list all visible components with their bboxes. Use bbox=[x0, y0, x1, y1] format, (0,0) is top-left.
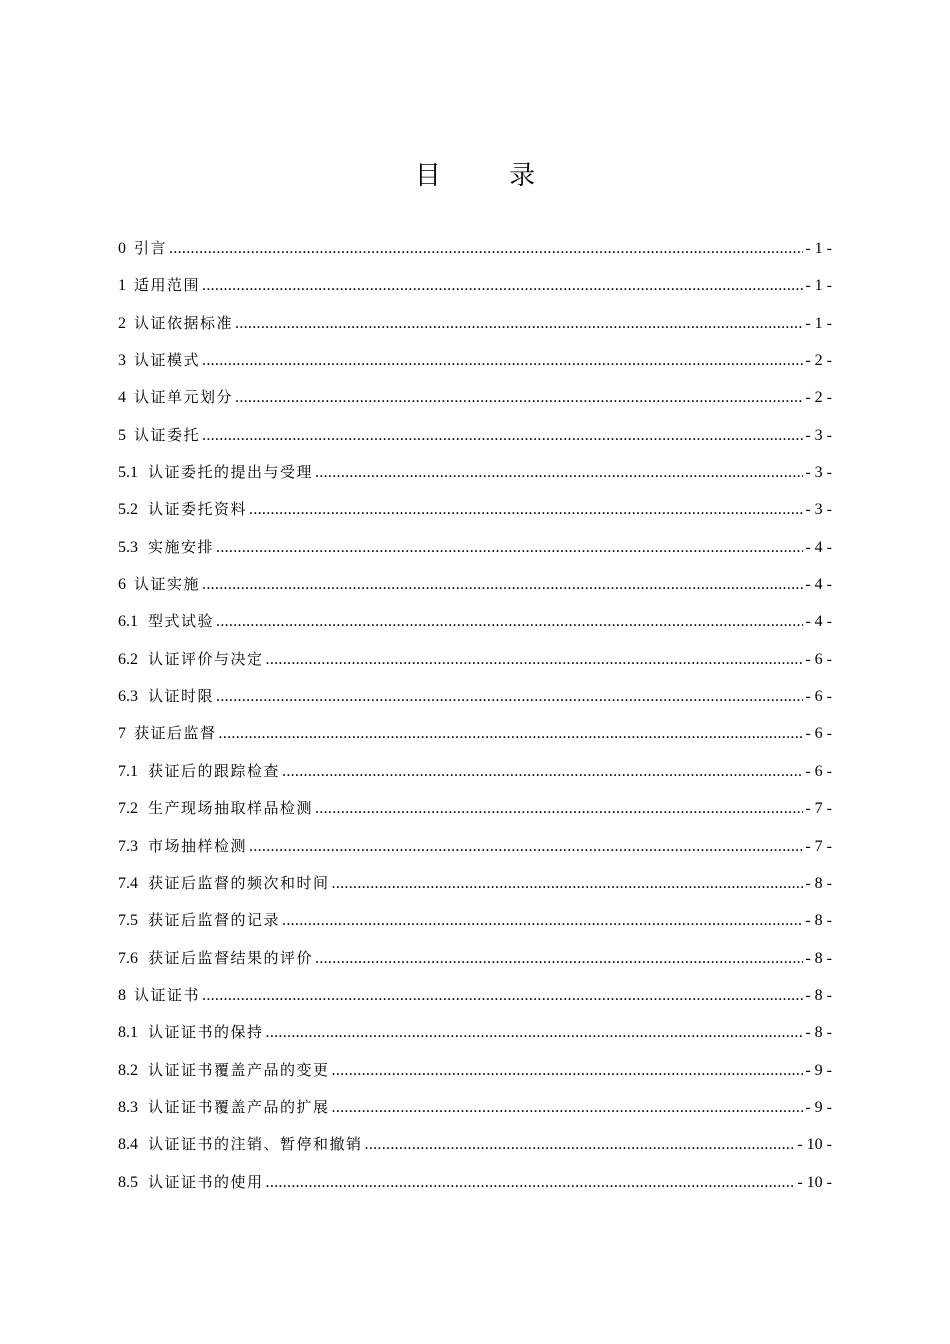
toc-entry-page: - 4 - bbox=[805, 613, 832, 631]
toc-entry-number: 6.2 bbox=[118, 650, 138, 668]
toc-entry-label: 获证后的跟踪检查 bbox=[148, 761, 281, 780]
toc-entry[interactable] bbox=[118, 1126, 832, 1163]
toc-leader-dots bbox=[249, 828, 803, 865]
toc-leader-dots bbox=[249, 491, 803, 528]
toc-leader-dots bbox=[235, 305, 803, 342]
toc-entry-page: - 6 - bbox=[805, 688, 832, 706]
toc-entry-number: 7.1 bbox=[118, 762, 138, 780]
toc-entry-page: - 4 - bbox=[805, 538, 832, 556]
toc-leader-dots bbox=[266, 1164, 796, 1201]
page-title: 目 录 bbox=[414, 161, 566, 191]
toc-entry-label: 适用范围 bbox=[134, 276, 201, 295]
toc-entry-page: - 9 - bbox=[805, 1098, 832, 1116]
toc-entry-label: 认证单元划分 bbox=[134, 388, 234, 407]
toc-entry-label: 生产现场抽取样品检测 bbox=[148, 799, 314, 818]
toc-entry-label: 引言 bbox=[134, 239, 168, 257]
toc-entry[interactable] bbox=[118, 305, 832, 342]
toc-entry[interactable] bbox=[118, 940, 832, 977]
toc-entry[interactable] bbox=[118, 566, 832, 603]
toc-entry-page: - 8 - bbox=[805, 874, 832, 892]
toc-leader-dots bbox=[216, 603, 803, 640]
toc-entry-number: 8.2 bbox=[118, 1061, 138, 1079]
toc-entry[interactable] bbox=[118, 1164, 832, 1201]
toc-leader-dots bbox=[235, 379, 803, 416]
toc-entry-number: 7.6 bbox=[118, 949, 138, 967]
toc-entry-number: 6 bbox=[118, 576, 126, 594]
toc-entry-label: 获证后监督 bbox=[134, 724, 217, 743]
toc-entry-number: 5.1 bbox=[118, 464, 138, 482]
toc-entry-label: 获证后监督结果的评价 bbox=[148, 948, 314, 967]
toc-leader-dots bbox=[266, 641, 804, 678]
toc-entry-number: 6.1 bbox=[118, 613, 138, 631]
toc-entry-label: 认证评价与决定 bbox=[148, 649, 264, 668]
toc-entry-page: - 7 - bbox=[805, 837, 832, 855]
toc-entry-number: 6.3 bbox=[118, 688, 138, 706]
toc-entry[interactable] bbox=[118, 603, 832, 640]
toc-leader-dots bbox=[216, 529, 803, 566]
toc-entry-number: 2 bbox=[118, 314, 126, 332]
toc-entry-page: - 8 - bbox=[805, 986, 832, 1004]
toc-entry-label: 认证实施 bbox=[134, 575, 201, 594]
toc-entry-page: - 6 - bbox=[805, 725, 832, 743]
toc-entry-number: 0 bbox=[118, 240, 126, 257]
toc-leader-dots bbox=[315, 454, 803, 491]
toc-entry-label: 认证模式 bbox=[134, 351, 201, 370]
toc-entry-page: - 7 - bbox=[805, 800, 832, 818]
toc-leader-dots bbox=[202, 417, 803, 454]
toc-entry-page: - 8 - bbox=[805, 912, 832, 930]
toc-entry[interactable] bbox=[118, 641, 832, 678]
toc-entry-page: - 3 - bbox=[805, 464, 832, 482]
toc-entry-number: 8.3 bbox=[118, 1098, 138, 1116]
toc-entry-number: 8.1 bbox=[118, 1024, 138, 1042]
toc-entry[interactable] bbox=[118, 977, 832, 1014]
toc-entry-page: - 3 - bbox=[805, 501, 832, 519]
toc-leader-dots bbox=[219, 715, 804, 752]
toc-leader-dots bbox=[202, 342, 803, 379]
toc-entry-label: 认证委托的提出与受理 bbox=[148, 463, 314, 482]
toc-entry[interactable] bbox=[118, 342, 832, 379]
toc-entry-page: - 8 - bbox=[805, 1024, 832, 1042]
toc-entry-page: - 6 - bbox=[805, 650, 832, 668]
toc-leader-dots bbox=[282, 753, 803, 790]
toc-entry[interactable] bbox=[118, 1052, 832, 1089]
toc-entry-label: 实施安排 bbox=[148, 537, 215, 556]
toc-entry-label: 获证后监督的记录 bbox=[148, 911, 281, 930]
toc-entry-page: - 6 - bbox=[805, 762, 832, 780]
toc-entry[interactable] bbox=[118, 1089, 832, 1126]
toc-leader-dots bbox=[202, 267, 803, 304]
toc-entry-number: 8.5 bbox=[118, 1173, 138, 1191]
toc-entry[interactable] bbox=[118, 529, 832, 566]
toc-entry-number: 7 bbox=[118, 725, 126, 743]
toc-entry-label: 认证证书 bbox=[134, 985, 201, 1004]
toc-leader-dots bbox=[332, 1089, 804, 1126]
toc-entry-number: 5.2 bbox=[118, 501, 138, 519]
toc-leader-dots bbox=[365, 1126, 796, 1163]
toc-entry-number: 7.2 bbox=[118, 800, 138, 818]
toc-entry-number: 8 bbox=[118, 986, 126, 1004]
toc-entry-label: 认证委托 bbox=[134, 425, 201, 444]
toc-entry-label: 认证依据标准 bbox=[134, 313, 234, 332]
toc-entry-label: 市场抽样检测 bbox=[148, 836, 248, 855]
toc-entry[interactable] bbox=[118, 790, 832, 827]
toc-entry-page: - 1 - bbox=[805, 240, 832, 257]
toc-entry-page: - 1 - bbox=[805, 314, 832, 332]
toc-entry-label: 认证证书的保持 bbox=[148, 1023, 264, 1042]
toc-entry-label: 认证证书覆盖产品的变更 bbox=[148, 1060, 330, 1079]
toc-leader-dots bbox=[266, 1014, 804, 1051]
toc-entry[interactable] bbox=[118, 230, 832, 267]
toc-entry-label: 获证后监督的频次和时间 bbox=[148, 873, 330, 892]
toc-entry-number: 5.3 bbox=[118, 538, 138, 556]
toc-entry-page: - 10 - bbox=[797, 1136, 832, 1154]
toc-entry[interactable] bbox=[118, 753, 832, 790]
toc-entry-page: - 2 - bbox=[805, 389, 832, 407]
toc-entry-page: - 3 - bbox=[805, 426, 832, 444]
toc-entry-label: 认证证书的注销、暂停和撤销 bbox=[148, 1135, 363, 1154]
toc-entry[interactable] bbox=[118, 715, 832, 752]
toc-entry-page: - 2 - bbox=[805, 352, 832, 370]
toc-entry-number: 7.4 bbox=[118, 874, 138, 892]
toc-leader-dots bbox=[202, 977, 803, 1014]
toc-leader-dots bbox=[315, 940, 803, 977]
toc-leader-dots bbox=[282, 902, 803, 939]
toc-entry-number: 8.4 bbox=[118, 1136, 138, 1154]
toc-entry[interactable] bbox=[118, 491, 832, 528]
toc-entry-label: 认证时限 bbox=[148, 687, 215, 706]
toc-entry-label: 认证证书覆盖产品的扩展 bbox=[148, 1097, 330, 1116]
toc-entry[interactable] bbox=[118, 678, 832, 715]
toc-entry-page: - 1 - bbox=[805, 277, 832, 295]
toc-leader-dots bbox=[315, 790, 803, 827]
toc-entry[interactable] bbox=[118, 267, 832, 304]
toc-entry-page: - 8 - bbox=[805, 949, 832, 967]
toc-entry-number: 7.3 bbox=[118, 837, 138, 855]
toc-entry-label: 认证证书的使用 bbox=[148, 1172, 264, 1191]
toc-entry-number: 3 bbox=[118, 352, 126, 370]
toc-entry-page: - 9 - bbox=[805, 1061, 832, 1079]
toc-entry-number: 7.5 bbox=[118, 912, 138, 930]
toc-entry[interactable] bbox=[118, 865, 832, 902]
toc-entry-label: 型式试验 bbox=[148, 612, 215, 631]
toc-leader-dots bbox=[169, 230, 803, 267]
toc-leader-dots bbox=[332, 865, 804, 902]
toc-entry[interactable] bbox=[118, 828, 832, 865]
toc-entry-page: - 4 - bbox=[805, 576, 832, 594]
toc-leader-dots bbox=[332, 1052, 804, 1089]
toc-entry[interactable] bbox=[118, 417, 832, 454]
toc-entry[interactable] bbox=[118, 454, 832, 491]
toc-entry-number: 1 bbox=[118, 277, 126, 295]
toc-entry[interactable] bbox=[118, 902, 832, 939]
toc-entry-label: 认证委托资料 bbox=[148, 500, 248, 519]
toc-entry-number: 4 bbox=[118, 389, 126, 407]
table-of-contents bbox=[118, 230, 832, 1201]
toc-entry[interactable] bbox=[118, 379, 832, 416]
toc-leader-dots bbox=[202, 566, 803, 603]
toc-entry-number: 5 bbox=[118, 426, 126, 444]
toc-entry-page: - 10 - bbox=[797, 1173, 832, 1191]
toc-leader-dots bbox=[216, 678, 803, 715]
toc-entry[interactable] bbox=[118, 1014, 832, 1051]
